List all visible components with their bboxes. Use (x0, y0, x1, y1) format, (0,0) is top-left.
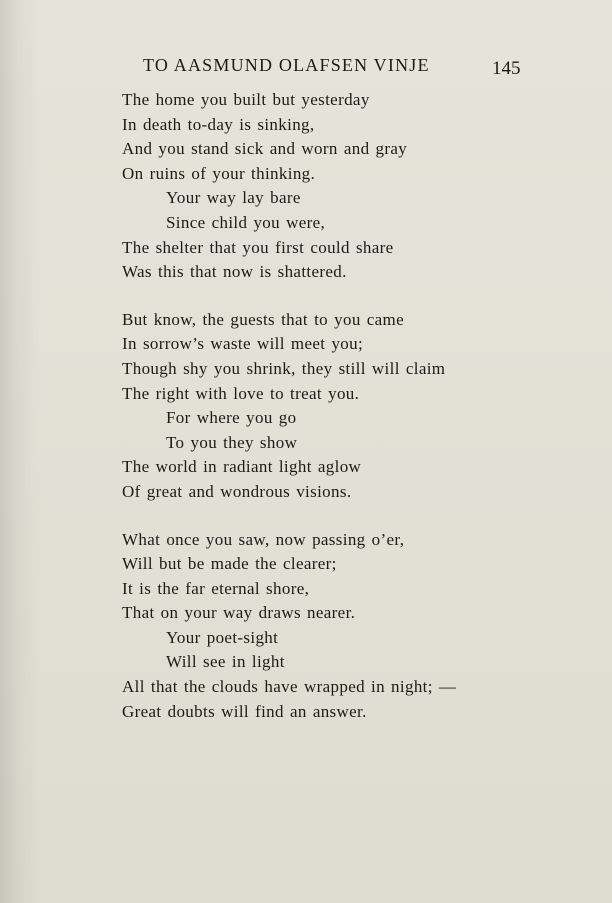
poem-line: On ruins of your thinking. (122, 163, 316, 183)
poem-line: That on your way draws nearer. (122, 603, 356, 623)
poem-line: What once you saw, now passing o’er, (122, 529, 405, 549)
poem-line: Though shy you shrink, they still will claim (122, 358, 446, 378)
stanza-2 (122, 308, 582, 505)
poem-line: In sorrow’s waste will meet you; (122, 334, 364, 354)
page-header (0, 52, 612, 82)
poem-line-indented: To you they show (166, 432, 298, 452)
poem-line: But know, the guests that to you came (122, 309, 405, 329)
poem-line: The right with love to treat you. (122, 383, 360, 403)
poem-line: Of great and wondrous visions. (122, 481, 352, 501)
poem-line: The shelter that you first could share (122, 237, 394, 257)
poem-line-indented: Since child you were, (166, 212, 326, 232)
page-number: 145 (492, 58, 521, 79)
poem-line-indented: Your way lay bare (166, 188, 301, 208)
poem-line: In death to-day is sinking, (122, 114, 315, 134)
stanza-3 (122, 528, 582, 725)
stanza-1 (122, 88, 582, 285)
poem-line: All that the clouds have wrapped in night; — (122, 677, 457, 697)
running-title: TO AASMUND OLAFSEN VINJE (143, 55, 430, 75)
poem-line-indented: For where you go (166, 408, 297, 428)
poem-line: Will but be made the clearer; (122, 554, 337, 574)
poem (122, 88, 582, 747)
poem-line: Was this that now is shattered. (122, 262, 347, 282)
poem-line: Great doubts will find an answer. (122, 701, 367, 721)
poem-line: And you stand sick and worn and gray (122, 139, 408, 159)
poem-line: The home you built but yesterday (122, 90, 370, 109)
poem-line: It is the far eternal shore, (122, 578, 310, 598)
poem-line-indented: Your poet-sight (166, 627, 279, 647)
poem-line-indented: Will see in light (166, 652, 285, 672)
poem-line: The world in radiant light aglow (122, 457, 362, 477)
